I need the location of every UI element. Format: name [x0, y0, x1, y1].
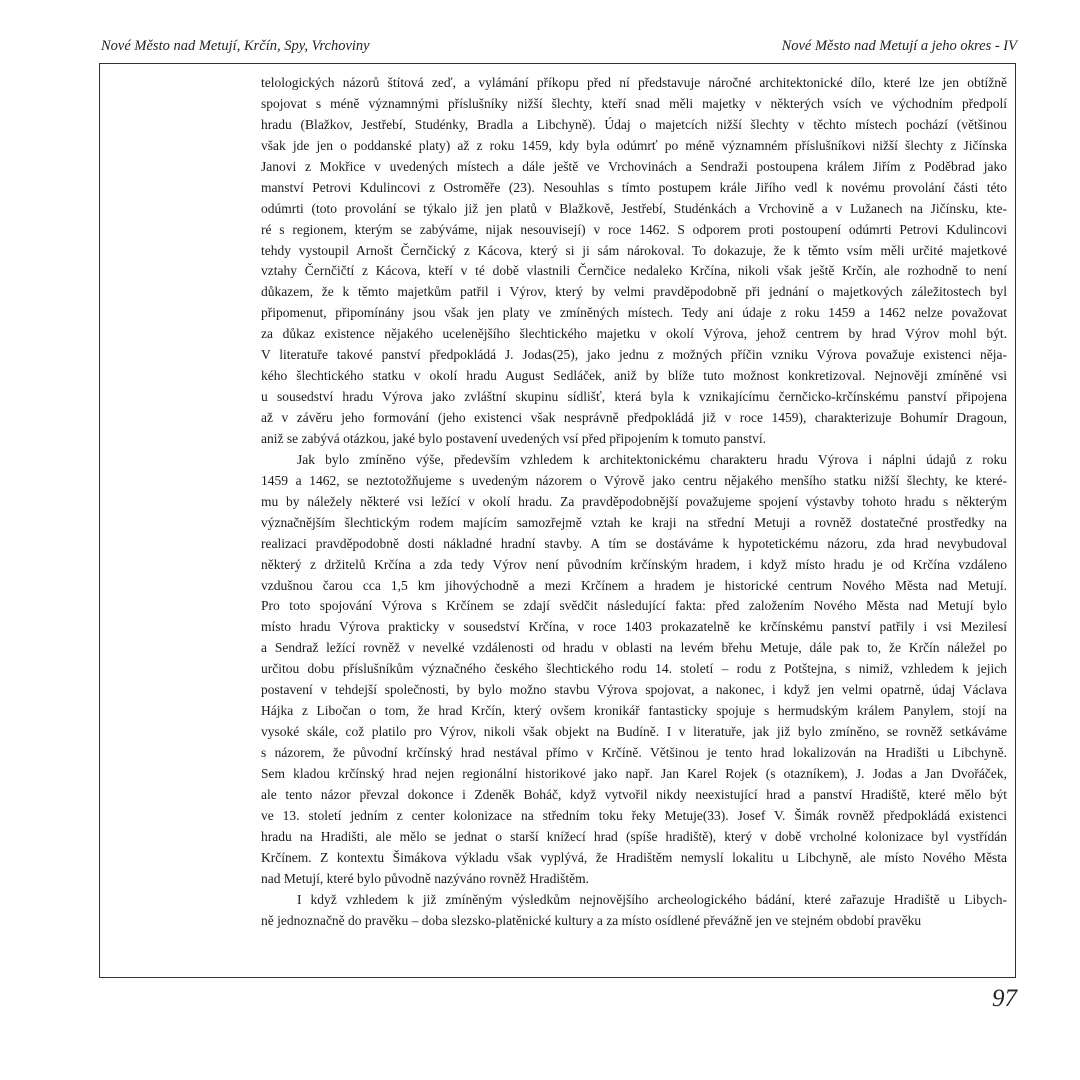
text-line: nad Metují, které bylo původně nazýváno rovněž Hradištěm. [261, 870, 590, 886]
text-line: za důkaz existence nějakého ucelenějšího šlechtického majetku v okolí Výrova, jehož centrem by hrad Výrov mohl být. [261, 326, 1007, 342]
text-line: u sousedství hradu Výrova jako zvláštní skupinu sídlišť, která byla k vznikajícímu černčicko-krčínskému panství připojena [261, 389, 1007, 405]
text-line: Sem kladou krčínský hrad nejen regionální historikové jako např. Jan Karel Rojek (s otazníkem), J. Jodas a Jan Dvořáček, [261, 765, 1007, 781]
text-line: hradu (Blažkov, Jestřebí, Studénky, Bradla a Libchyně). Údaj o majetcích nižší šlechty v těchto místech pochází (většinou [261, 116, 1007, 132]
text-line: vztahy Černčičtí z Kácova, kteří v té době vlastnili Černčice nedaleko Krčína, nikoli však ještě Krčín, ale rozhodně to není [261, 263, 1007, 279]
text-line: Janovi z Mokřice v uvedených místech a dále ještě ve Vrchovinách a Sendraži postoupena králem Jiřím z Poděbrad jako [261, 158, 1007, 174]
text-line: odúmrti (toto provolání se týkalo již jen platů v Blažkově, Jestřebí, Studénkách a Vrchovině a v Lužanech na Jičínsku, kte- [261, 200, 1007, 216]
text-line: však jde jen o poddanské platy) až z roku 1459, kdy byla odúmrť po méně významném příslušníkovi nižší šlechty z Jičínska [261, 137, 1007, 153]
text-line: aniž se zabývá otázkou, jaké bylo postavení uvedených vsí před připojením k tomuto panství. [261, 430, 766, 446]
text-line: Krčínem. Z kontextu Šimákova výkladu však vyplývá, že Hradištěm nemyslí lokalitu u Libchyně, ale místo Nového Města [261, 849, 1007, 865]
text-line: připomenut, připomínány jsou však jen platy ve zmíněných místech. Tedy ani údaje z roku 1459 a 1462 nelze považovat [261, 305, 1007, 321]
text-line: důkazem, že k těmto majetkům patřil i Výrov, který by velmi pravděpodobně při jednání o majetkových záležitostech byl [261, 284, 1007, 300]
text-line: Jak bylo zmíněno výše, především vzhledem k architektonickému charakteru hradu Výrova i náplni údajů z roku [297, 451, 1007, 467]
text-line: místo hradu Výrova prakticky v sousedství Krčína, v roce 1403 prokazatelně ke krčínskému panství patřily i vsi Mezilesí [261, 619, 1007, 635]
text-line: ně jednoznačně do pravěku – doba slezsko-platěnické kultury a za místo osídlené převážně jen ve stejném období pravěku [261, 912, 922, 928]
text-line: tehdy vystoupil Arnošt Černčický z Kácova, který si ji sám nárokoval. To dokazuje, že k těmto vsím měli určité majetkové [261, 242, 1007, 258]
text-line: V literatuře takové panství předpokládá J. Jodas(25), jako jednu z možných příčin vzniku Výrova považuje existenci něja- [261, 347, 1007, 363]
text-line: určitou dobu příslušníkům význačného českého šlechtického rodu 14. století – rodu z Potštejna, s nimiž, vzhledem k jejich [261, 661, 1007, 677]
text-line: některý z držitelů Krčína a zda tedy Výrov není původním krčínským hradem, i když místo hradu je od Krčína vzdáleno [261, 556, 1007, 572]
text-line: spojovat s méně významnými příslušníky nižší šlechty, kteří snad měli majetky v některých vsích ve východním předpolí [261, 95, 1007, 111]
text-line: postavení v tehdejší společnosti, by bylo možno stavbu Výrova spojovat, a nakonec, i když jen velmi opatrně, údaj Václava [261, 682, 1007, 698]
text-line: s názorem, že původní krčínský hrad nestával přímo v Krčíně. Většinou je tento hrad lokalizován na Hradišti u Libchyně. [261, 745, 1007, 760]
text-line: a Sendraž ležící rovněž v nevelké vzdálenosti od hradu v oblasti na levém břehu Metuje, dále pak to, že Krčín náležel po [261, 640, 1007, 656]
text-line: mu by náležely některé vsi ležící v okolí hradu. Za pravděpodobnější považujeme spojení výstavby tohoto hradu s některým [261, 493, 1007, 509]
page-number: 97 [992, 985, 1017, 1012]
text-line: význačnějším šlechtickým rodem majícím samozřejmě vztah ke kraji na střední Metuji a rovněž dostatečné prostředky na [261, 514, 1007, 530]
text-line: manství Petrovi Kdulincovi z Ostroměře (23). Nesouhlas s tímto postupem krále Jiřího vedl k novému provolání části této [261, 179, 1007, 195]
text-line: vysoké skále, což platilo pro Výrov, nikoli však objekt na Budíně. I v literatuře, jak již bylo zmíněno, se rovněž setkáváme [261, 724, 1007, 740]
text-line: I když vzhledem k již zmíněným výsledkům nejnovějšího archeologického bádání, které zařazuje Hradiště u Libych- [297, 891, 1007, 907]
text-line: telologických názorů štítová zeď, a vylámání příkopu před ní představuje náročné architektonické dílo, které lze jen obtížně [261, 75, 1007, 90]
text-line: hradu na Hradišti, ale mělo se jednat o starší knížecí hrad (spíše hradiště), který v době vrcholné kolonizace byl vystřídán [261, 828, 1007, 844]
text-line: až v závěru jeho formování (jeho existenci však nesprávně předpokládá již v roce 1459), charakterizuje Bohumír Dragoun, [261, 410, 1007, 425]
text-line: Pro toto spojování Výrova s Krčínem se zdají svědčit následující fakta: před založením Nového Města nad Metují bylo [261, 598, 1007, 614]
text-line: realizaci pravděpodobně dosti nákladné hradní stavby. A tím se dostáváme k hypotetickému názoru, zda hrad nevybudoval [261, 535, 1007, 551]
text-line: ré s regionem, kterým se zabýváme, nijak nesouvisejí) v roce 1462. S odporem proti postoupení odúmrti Petrovi Kdulincovi [261, 221, 1007, 237]
text-line: vzdušnou čarou cca 1,5 km jihovýchodně a mezi Krčínem a hradem je historické centrum Nového Města nad Metují. [261, 577, 1007, 593]
text-line: kého šlechtického statku v okolí hradu August Sedláček, aniž by blíže tuto možnost konkretizoval. Nejnověji zmíněné vsi [261, 368, 1007, 384]
text-line: Hájka z Libočan o tom, že hrad Krčín, který ovšem kronikář fantasticky spojuje s hermudským králem Panylem, stojí na [261, 703, 1007, 719]
text-line: ale tento názor převzal dokonce i Zdeněk Boháč, když vytvořil nikdy neexistující hrad a panství Hradiště, které mělo být [261, 786, 1007, 802]
running-head-left: Nové Město nad Metují, Krčín, Spy, Vrchoviny [101, 38, 370, 54]
text-line: 1459 a 1462, se neztotožňujeme s uvedeným názorem o Výrově jako centru nějakého menšího statku nižší šlechty, ke které- [261, 472, 1007, 488]
running-head-right: Nové Město nad Metují a jeho okres - IV [781, 38, 1017, 54]
body-text [261, 73, 1007, 931]
text-line: ve 13. století jedním z center kolonizace na středním toku řeky Metuje(33). Josef V. Šimák rovněž předpokládá existenci [261, 807, 1007, 823]
